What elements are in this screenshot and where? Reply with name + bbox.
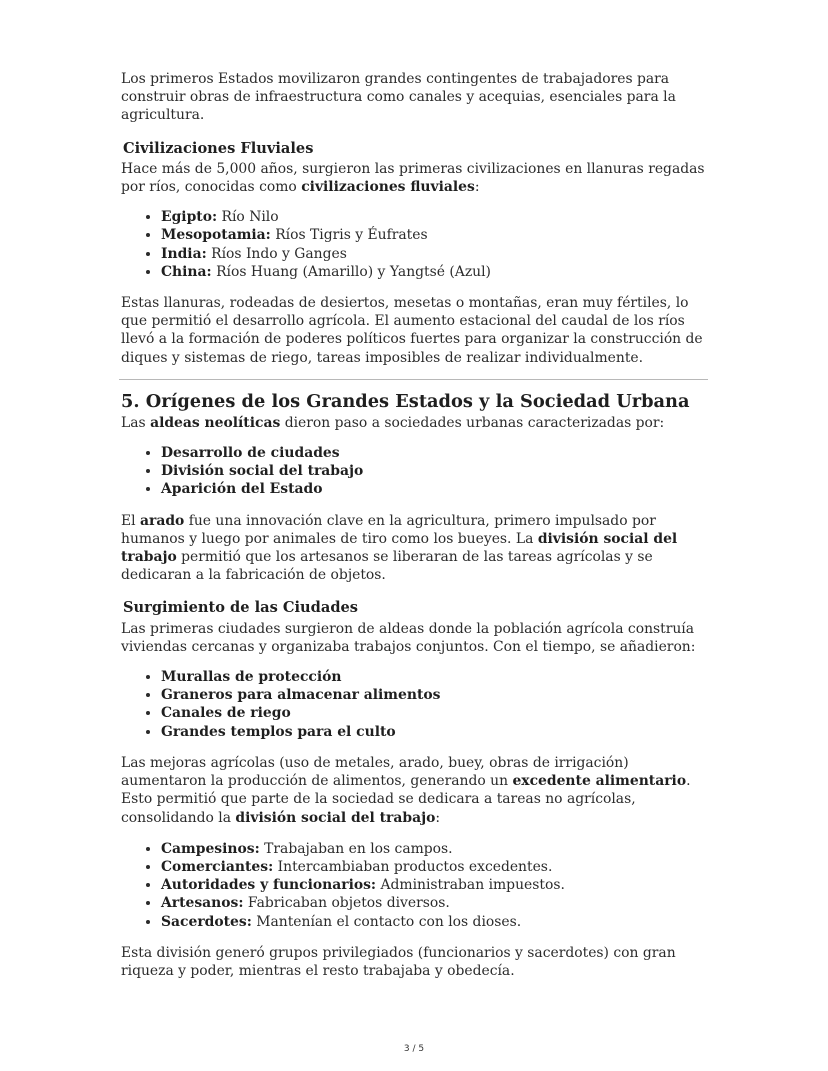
list-item: • División social del trabajo (161, 462, 708, 480)
list-item: • Artesanos: Fabricaban objetos diversos. (161, 894, 708, 912)
roles-list (121, 840, 708, 931)
cities-paragraph-2: Las mejoras agrícolas (uso de metales, arado, buey, obras de irrigación) aumentaron la producción de alimentos, generando un excedente alimentario. Esto permitió que parte de la sociedad se dedicara a tareas no agrícolas, consolidando la división social del trabajo: (121, 754, 691, 826)
document-page (121, 70, 708, 980)
list-item: • China: Ríos Huang (Amarillo) y Yangtsé (Azul) (161, 263, 708, 281)
fluvial-heading: Civilizaciones Fluviales (123, 139, 314, 157)
list-item: • India: Ríos Indo y Ganges (161, 245, 708, 263)
list-item: • Canales de riego (161, 704, 708, 722)
list-item: • Aparición del Estado (161, 480, 708, 498)
list-item: • Comerciantes: Intercambiaban productos excedentes. (161, 858, 708, 876)
fluvial-paragraph-1: Hace más de 5,000 años, surgieron las primeras civilizaciones en llanuras regadas por ríos, conocidas como civilizaciones fluviales: (121, 160, 705, 196)
section-5-paragraph-2: El arado fue una innovación clave en la agricultura, primero impulsado por humanos y luego por animales de tiro como los bueyes. La división social del trabajo permitió que los artesanos se liberaran de las tareas agrícolas y se dedicaran a la fabricación de objetos. (121, 512, 678, 584)
fluvial-paragraph-2: Estas llanuras, rodeadas de desiertos, mesetas o montañas, eran muy fértiles, lo que permitió el desarrollo agrícola. El aumento estacional del caudal de los ríos llevó a la formación de poderes políticos fuertes para organizar la construcción de diques y sistemas de riego, tareas imposibles de realizar individualmente. (121, 295, 703, 366)
list-item: • Campesinos: Trabajaban en los campos. (161, 840, 708, 858)
list-item: • Mesopotamia: Ríos Tigris y Éufrates (161, 226, 708, 244)
cities-paragraph-1: Las primeras ciudades surgieron de aldeas donde la población agrícola construía viviendas cercanas y organizaba trabajos conjuntos. Con el tiempo, se añadieron: (121, 620, 696, 655)
section-5-title: 5. Orígenes de los Grandes Estados y la Sociedad Urbana (121, 390, 690, 412)
list-item: • Sacerdotes: Mantenían el contacto con los dioses. (161, 913, 708, 931)
list-item: • Graneros para almacenar alimentos (161, 686, 708, 704)
cities-heading: Surgimiento de las Ciudades (123, 599, 359, 617)
section-5-list (121, 444, 708, 499)
list-item: • Grandes templos para el culto (161, 723, 708, 741)
list-item: • Murallas de protección (161, 668, 708, 686)
list-item: • Desarrollo de ciudades (161, 444, 708, 462)
cities-paragraph-3: Esta división generó grupos privilegiados (funcionarios y sacerdotes) con gran riqueza y poder, mientras el resto trabajaba y obedecía. (121, 944, 676, 979)
fluvial-list (121, 208, 708, 281)
cities-list (121, 668, 708, 741)
list-item: • Egipto: Río Nilo (161, 208, 708, 226)
list-item: • Autoridades y funcionarios: Administraban impuestos. (161, 876, 708, 894)
section-5-paragraph-1: Las aldeas neolíticas dieron paso a sociedades urbanas caracterizadas por: (121, 414, 665, 431)
page-number: 3 / 5 (403, 1044, 425, 1054)
intro-paragraph: Los primeros Estados movilizaron grandes contingentes de trabajadores para construir obras de infraestructura como canales y acequias, esenciales para la agricultura. (121, 71, 676, 124)
